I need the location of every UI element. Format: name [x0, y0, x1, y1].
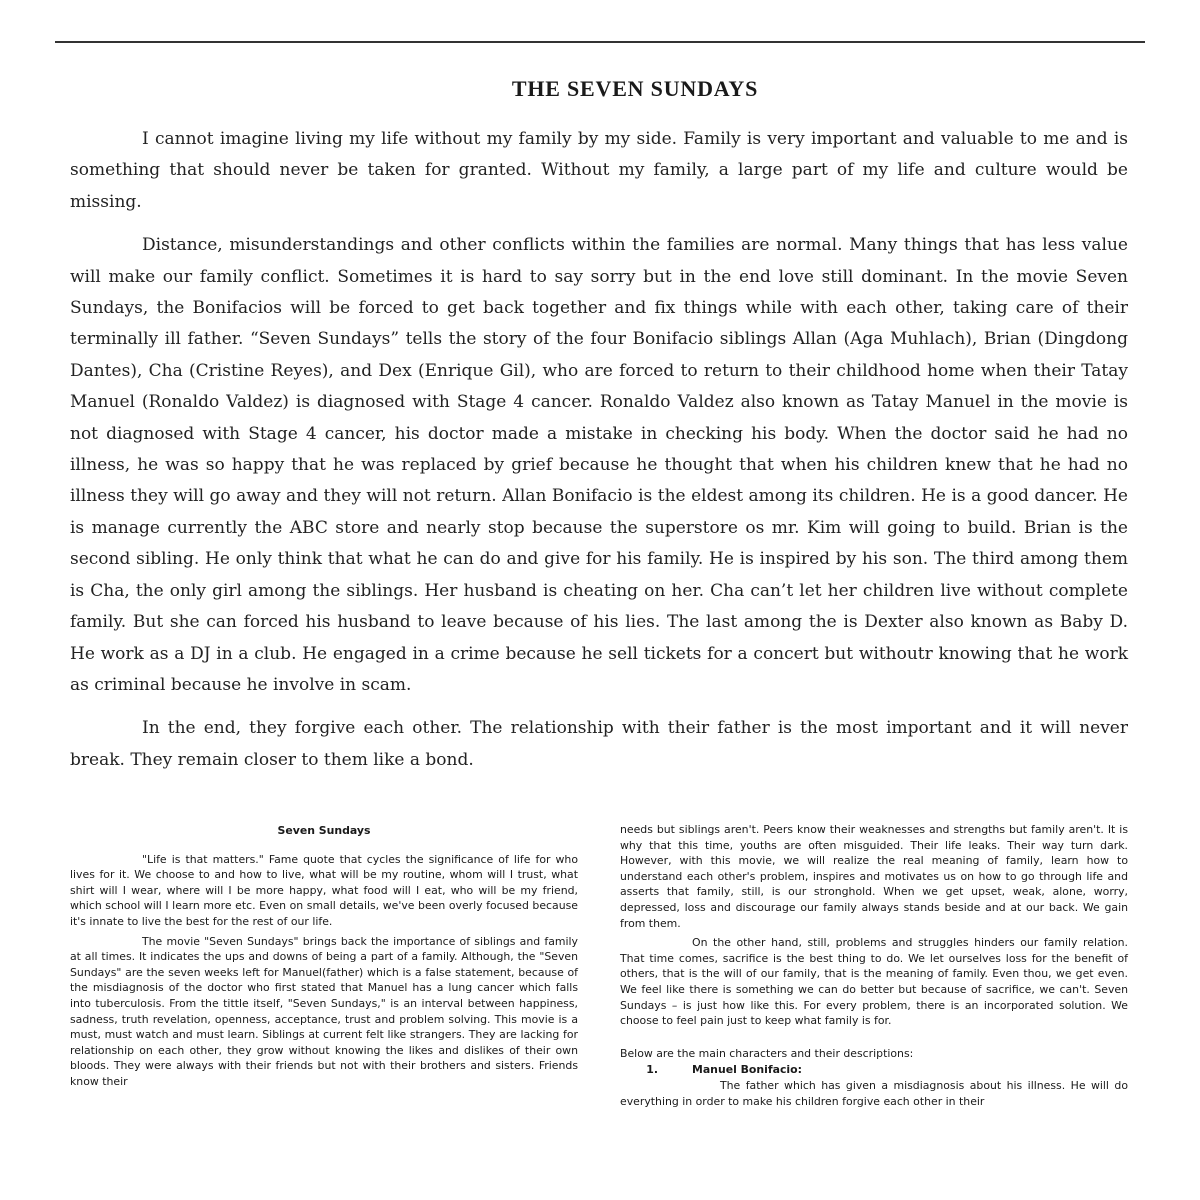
preview-paragraph: The movie "Seven Sundays" brings back the importance of siblings and family at all times. It indicates the ups and downs of being a part of a family. Although, the "Seven Sundays" are the seven weeks left for Manuel(father) which is a false statement, because of the misdiagnosis of the doctor who first stated that Manuel has a lung cancer which falls into tuberculosis. From the tittle itself, "Seven Sundays," is an interval between happiness, sadness, truth revelation, openness, acceptance, trust and problem solving. This movie is a must, must watch and must learn. Siblings at current felt like strangers. They are lacking for relationship on each other, they grow without knowing the likes and dislikes of their own bloods. They were always with their friends but not with their brothers and sisters. Friends know their: [70, 934, 578, 1088]
document-title: THE SEVEN SUNDAYS: [511, 76, 759, 101]
character-number: 1.: [646, 1063, 658, 1077]
preview-left-column: [70, 822, 578, 1090]
essay-paragraph: I cannot imagine living my life without my family by my side. Family is very important and valuable to me and is something that should never be taken for granted. Without my family, a large part of my life and culture would be missing.: [70, 129, 1128, 212]
preview-paragraph: "Life is that matters." Fame quote that cycles the significance of life for who lives for it. We choose to and how to live, what will be my routine, whom will I trust, what shirt will I wear, where will I be more happy, what food will I eat, who will be my friend, which school will I learn more etc. Even on small details, we've been overly focused because it's innate to live the best for the rest of our life.: [70, 852, 578, 928]
preview-paragraph: needs but siblings aren't. Peers know their weaknesses and strengths but family aren't. It is why that this time, youths are often misguided. Their life leaks. Their way turn dark. However, with this movie, we will realize the real meaning of family, learn how to understand each other's problem, inspires and motivates us on how to go through life and asserts that family, still, is our stronghold. When we get upset, weak, alone, worry, depressed, loss and discourage our family always stands beside and at our back. We gain from them.: [620, 823, 1128, 930]
character-heading: [620, 1062, 1128, 1078]
preview-title: Seven Sundays: [277, 824, 371, 837]
character-name: Manuel Bonifacio:: [692, 1063, 802, 1077]
preview-paragraph: On the other hand, still, problems and struggles hinders our family relation. That time comes, sacrifice is the best thing to do. We let ourselves loss for the benefit of others, that is the will of our family, that is the meaning of family. Even thou, we get even. We feel like there is something we can do better but because of sacrifice, we can't. Seven Sundays – is just how like this. For every problem, there is an incorporated solution. We choose to feel pain just to keep what family is for.: [620, 936, 1128, 1028]
essay-paragraph: In the end, they forgive each other. The relationship with their father is the most important and it will never break. They remain closer to them like a bond.: [70, 718, 1128, 770]
character-description: The father which has given a misdiagnosis about his illness. He will do everything in order to make his children forgive each other in their: [620, 1078, 1128, 1108]
characters-intro: Below are the main characters and their descriptions:: [620, 1046, 914, 1060]
preview-right-column: [620, 822, 1128, 1109]
essay-paragraph: Distance, misunderstandings and other conflicts within the families are normal. Many things that has less value will make our family conflict. Sometimes it is hard to say sorry but in the end love still dominant. In the movie Seven Sundays, the Bonifacios will be forced to get back together and fix things while with each other, taking care of their terminally ill father. “Seven Sundays” tells the story of the four Bonifacio siblings Allan (Aga Muhlach), Brian (Dingdong Dantes), Cha (Cristine Reyes), and Dex (Enrique Gil), who are forced to return to their childhood home when their Tatay Manuel (Ronaldo Valdez) is diagnosed with Stage 4 cancer. Ronaldo Valdez also known as Tatay Manuel in the movie is not diagnosed with Stage 4 cancer, his doctor made a mistake in checking his body. When the doctor said he had no illness, he was so happy that he was replaced by grief because he thought that when his children knew that he had no illness they will go away and they will not return. Allan Bonifacio is the eldest among its children. He is a good dancer. He is manage currently the ABC store and nearly stop because the superstore os mr. Kim will going to build. Brian is the second sibling. He only think that what he can do and give for his family. He is inspired by his son. The third among them is Cha, the only girl among the siblings. Her husband is cheating on her. Cha can’t let her children live without complete family. But she can forced his husband to leave because of his lies. The last among the is Dexter also known as Baby D. He work as a DJ in a club. He engaged in a crime because he sell tickets for a concert but withoutr knowing that he work as criminal because he involve in scam.: [70, 235, 1128, 695]
header-rule: [55, 41, 1145, 43]
essay-body: [70, 124, 1128, 788]
